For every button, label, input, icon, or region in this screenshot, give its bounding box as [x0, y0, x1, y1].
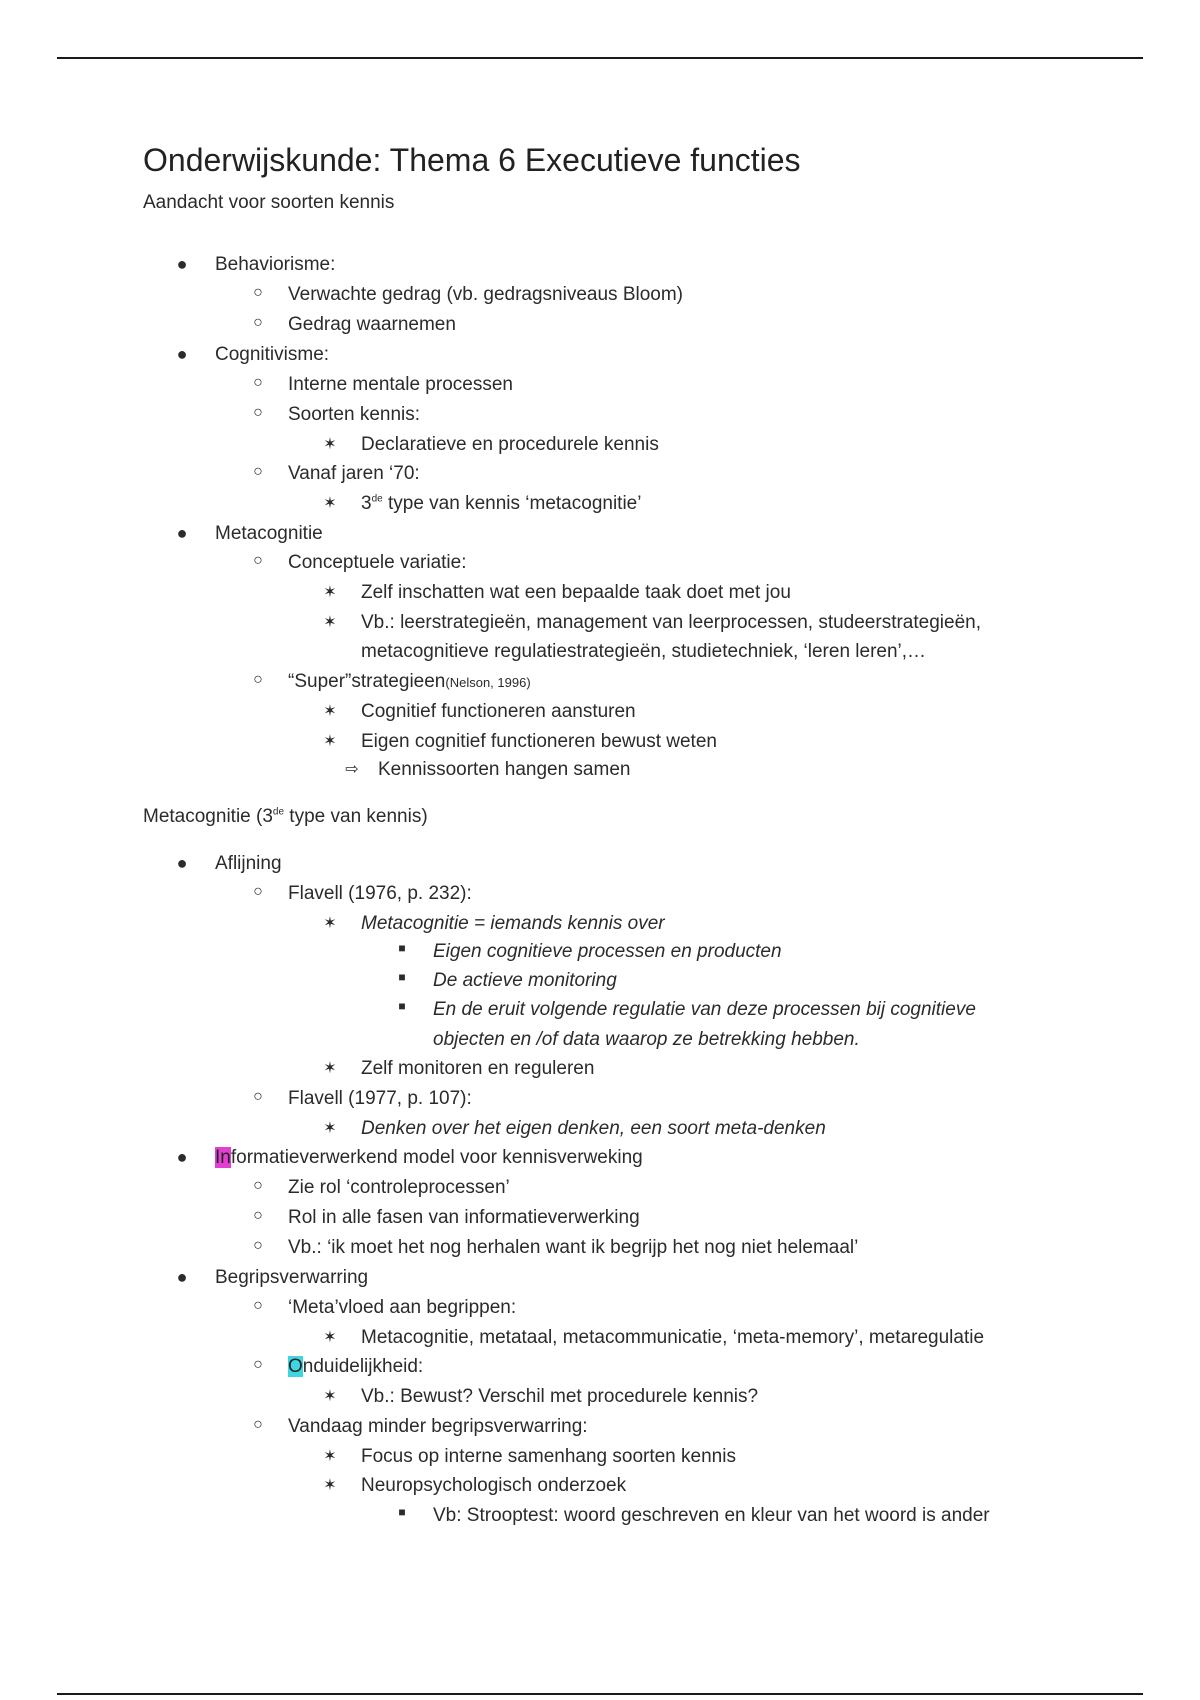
section-heading: Metacognitie (3de type van kennis)	[143, 806, 428, 827]
bullet-star-icon: ✶	[323, 495, 337, 512]
bullet-disc-icon: ●	[176, 344, 188, 364]
bullet-circle-icon: ○	[253, 1207, 263, 1224]
bullet-disc-icon: ●	[176, 1267, 188, 1287]
bullet-square-icon: ■	[398, 999, 406, 1013]
bullet-circle-icon: ○	[253, 1177, 263, 1194]
bullet-star-icon: ✶	[323, 703, 337, 720]
arrow-right-outline-icon: ⇨	[345, 761, 359, 778]
bullet-star-icon: ✶	[323, 1329, 337, 1346]
bullet-circle-icon: ○	[253, 314, 263, 331]
bullet-circle-icon: ○	[253, 552, 263, 569]
bullet-circle-icon: ○	[253, 463, 263, 480]
header-rule	[57, 57, 1143, 59]
bullet-circle-icon: ○	[253, 404, 263, 421]
bullet-circle-icon: ○	[253, 284, 263, 301]
bullet-star-icon: ✶	[323, 1477, 337, 1494]
bullet-star-icon: ✶	[323, 915, 337, 932]
bullet-disc-icon: ●	[176, 523, 188, 543]
bullet-star-icon: ✶	[323, 436, 337, 453]
bullet-star-icon: ✶	[323, 1388, 337, 1405]
bullet-circle-icon: ○	[253, 1297, 263, 1314]
footer-rule	[57, 1693, 1143, 1695]
bullet-circle-icon: ○	[253, 1416, 263, 1433]
bullet-circle-icon: ○	[253, 1356, 263, 1373]
bullet-star-icon: ✶	[323, 1120, 337, 1137]
highlight-pink: In	[215, 1147, 231, 1168]
bullet-star-icon: ✶	[323, 1448, 337, 1465]
bullet-circle-icon: ○	[253, 671, 263, 688]
bullet-square-icon: ■	[398, 1505, 406, 1519]
bullet-square-icon: ■	[398, 970, 406, 984]
page-title: Onderwijskunde: Thema 6 Executieve functies	[143, 142, 801, 178]
bullet-circle-icon: ○	[253, 883, 263, 900]
bullet-circle-icon: ○	[253, 1088, 263, 1105]
bullet-star-icon: ✶	[323, 614, 337, 631]
bullet-disc-icon: ●	[176, 254, 188, 274]
section-heading: Aandacht voor soorten kennis	[143, 192, 395, 213]
bullet-circle-icon: ○	[253, 374, 263, 391]
highlight-cyan: O	[288, 1356, 303, 1377]
bullet-square-icon: ■	[398, 941, 406, 955]
bullet-star-icon: ✶	[323, 733, 337, 750]
bullet-disc-icon: ●	[176, 1147, 188, 1167]
bullet-circle-icon: ○	[253, 1237, 263, 1254]
bullet-star-icon: ✶	[323, 1060, 337, 1077]
bullet-star-icon: ✶	[323, 584, 337, 601]
bullet-disc-icon: ●	[176, 853, 188, 873]
